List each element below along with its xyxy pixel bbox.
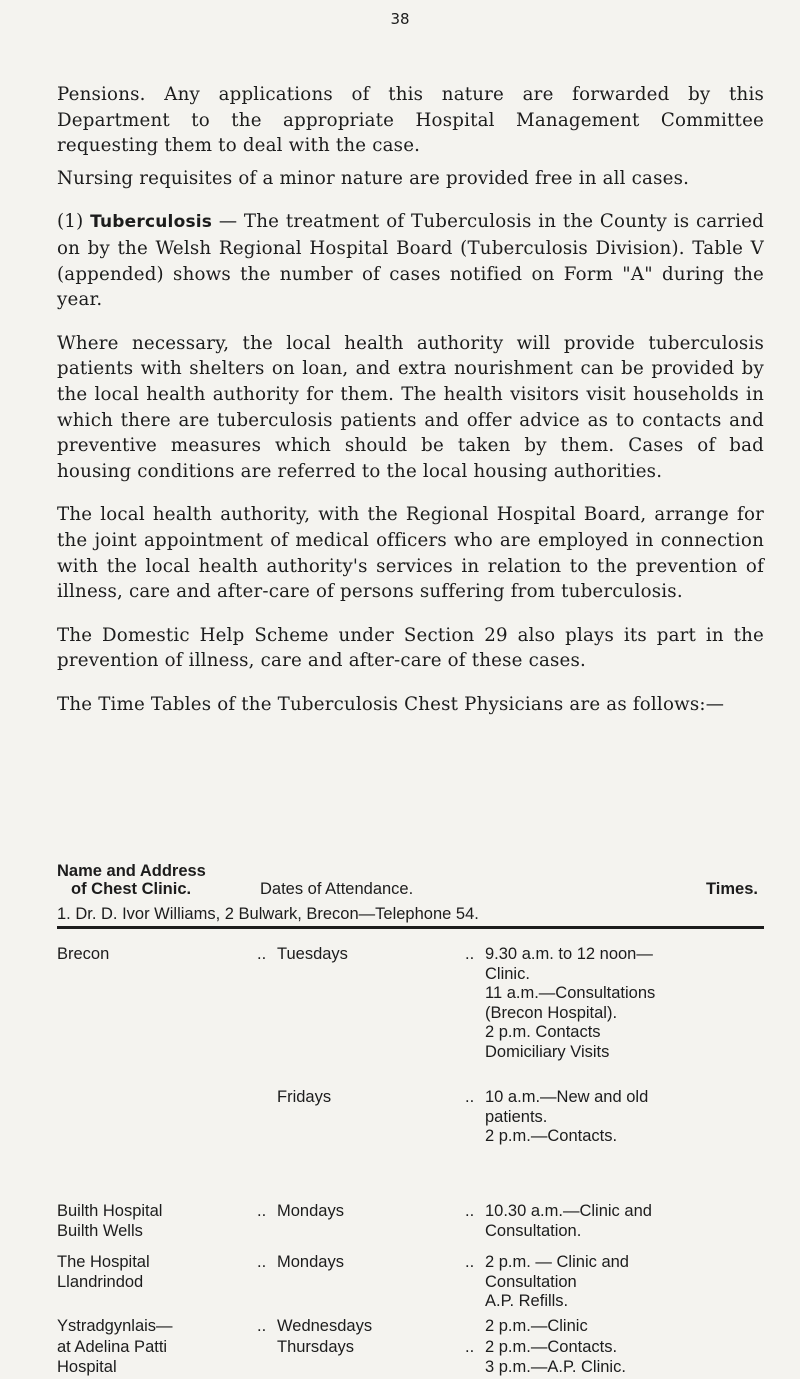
- session-times: [485, 1202, 770, 1241]
- session-time-line: 2 p.m. — Clinic and: [485, 1253, 629, 1271]
- clinic-place: [57, 1202, 262, 1241]
- paragraph-nursing-requisites: Nursing requisites of a minor nature are provided free in all cases.: [57, 167, 690, 189]
- session-time-line: (Brecon Hospital).: [485, 1003, 618, 1022]
- paragraph-shelters: Where necessary, the local health authority will provide tuberculosis patients with shelters on loan, and extra nourishment can be provided by the local health authority for them. The health visitors visit households in which there are tuberculosis patients and offer advice as to contacts and preventive measures which should be taken by them. Cases of bad housing conditions are referred to the local housing authorities.: [57, 332, 764, 482]
- paragraph-joint-appointment: The local health authority, with the Regional Hospital Board, arrange for the joint appointment of medical officers who are employed in connection with the local health authority's services in relation to the prevention of illness, care and after-care of persons suffering from tuberculosis.: [57, 504, 764, 603]
- clinic-place-line: at Adelina Patti: [57, 1338, 168, 1356]
- leader-dots: ..: [257, 945, 267, 963]
- session-time-line: 10 a.m.—New and old: [485, 1088, 649, 1106]
- session-time-line: 2 p.m.—Contacts.: [485, 1127, 618, 1146]
- attendance-day-text: Fridays: [277, 1088, 332, 1106]
- attendance-day-text: Mondays: [277, 1253, 344, 1271]
- paragraph-time-tables: The Time Tables of the Tuberculosis Chest Physicians are as follows:—: [57, 693, 725, 715]
- leader-dots: ..: [465, 1202, 475, 1220]
- session-time-line: 9.30 a.m. to 12 noon—: [485, 945, 653, 963]
- attendance-day: [277, 1253, 477, 1273]
- session-times: [485, 945, 770, 1063]
- clinic-place: [57, 1317, 262, 1337]
- leader-dots: ..: [257, 1253, 267, 1271]
- session-time-line: Consultation.: [485, 1221, 582, 1240]
- session-time-line: Domiciliary Visits: [485, 1042, 610, 1061]
- attendance-day: [277, 945, 477, 965]
- clinic-place-line: The Hospital: [57, 1253, 150, 1271]
- session-times: [485, 1317, 770, 1337]
- paragraph-pensions: Pensions. Any applications of this nature are forwarded by this Department to the appropriate Hospital Management Committee requesting them to deal with the case.: [57, 84, 764, 157]
- body-text: [57, 82, 764, 717]
- attendance-day-text: Mondays: [277, 1202, 344, 1220]
- session-time-line: 2 p.m.—Contacts.: [485, 1338, 618, 1356]
- attendance-day: [277, 1088, 477, 1108]
- clinic-place: [57, 1253, 262, 1292]
- session-time-line: 10.30 a.m.—Clinic and: [485, 1202, 652, 1220]
- session-time-line: Clinic.: [485, 964, 530, 983]
- leader-dots: ..: [465, 1253, 475, 1271]
- page-number: 38: [390, 10, 410, 28]
- clinic-place-line: Builth Hospital: [57, 1202, 163, 1220]
- section-heading-tuberculosis: Tuberculosis: [90, 212, 213, 233]
- session-times: [485, 1088, 770, 1147]
- attendance-day-text: Tuesdays: [277, 945, 348, 963]
- attendance-day: [277, 1202, 477, 1222]
- leader-dots: ..: [257, 1317, 267, 1335]
- session-time-line: A.P. Refills.: [485, 1292, 569, 1311]
- leader-dots: ..: [465, 1338, 475, 1356]
- attendance-day-text: Wednesdays: [277, 1317, 373, 1335]
- clinic-place-line: Llandrindod: [57, 1272, 144, 1291]
- clinic-place: [57, 945, 262, 965]
- paragraph-tuberculosis: [57, 209, 764, 312]
- paragraph-domestic-help: The Domestic Help Scheme under Section 29 also plays its part in the prevention of illness, care and after-care of these cases.: [57, 624, 764, 672]
- session-time-line: 11 a.m.—Consultations: [485, 984, 656, 1003]
- leader-dots: ..: [465, 1088, 475, 1106]
- header-dates: Dates of Attendance.: [260, 880, 414, 898]
- clinic-place-line: Brecon: [57, 945, 110, 963]
- attendance-day: [277, 1338, 477, 1358]
- leader-dots: ..: [465, 945, 475, 963]
- clinic-place-line: Hospital: [57, 1357, 117, 1376]
- session-times: [485, 1338, 770, 1377]
- header-name-address: Name and Address of Chest Clinic.: [57, 862, 206, 898]
- session-time-line: 2 p.m. Contacts: [485, 1023, 601, 1042]
- session-time-line: 3 p.m.—A.P. Clinic.: [485, 1357, 626, 1376]
- session-times: [485, 1253, 770, 1312]
- header-times: Times.: [706, 880, 758, 898]
- paragraph-tuberculosis-text: — The treatment of Tuberculosis in the County is carried on by the Welsh Regional Hospital Board (Tuberculosis Division). Table V (appended) shows the number of cases notified on Form "A" during the year.: [57, 211, 764, 311]
- clinic-place: [57, 1338, 262, 1377]
- attendance-day: [277, 1317, 477, 1337]
- clinic-place-line: Builth Wells: [57, 1221, 143, 1240]
- session-time-line: Consultation: [485, 1272, 577, 1291]
- session-time-line: patients.: [485, 1107, 548, 1126]
- section-number: (1): [57, 211, 91, 233]
- clinic-place-line: Ystradgynlais—: [57, 1317, 173, 1335]
- attendance-day-text: Thursdays: [277, 1338, 355, 1356]
- session-time-line: 2 p.m.—Clinic: [485, 1317, 588, 1335]
- doctor-line: 1. Dr. D. Ivor Williams, 2 Bulwark, Brecon—Telephone 54.: [57, 904, 764, 929]
- leader-dots: ..: [257, 1202, 267, 1220]
